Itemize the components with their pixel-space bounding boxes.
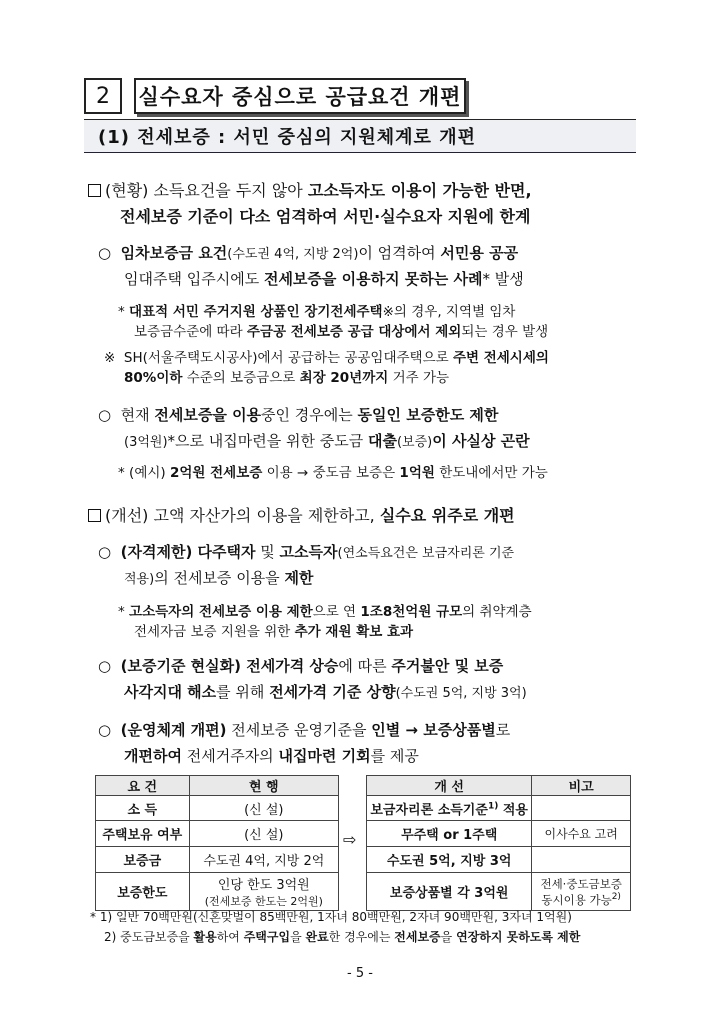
section-title: 실수요자 중심으로 공급요건 개편 (134, 78, 466, 114)
section-number-box (84, 78, 122, 114)
table-row: 보금자리론 소득기준$^{1)}$ 적용 (367, 796, 631, 821)
section-number: 2 (96, 83, 110, 109)
table-row: 보증상품별 각 3억원 전세·중도금보증 동시이용 가능$^{2)}$ (367, 873, 631, 911)
improve-note1-line1: * 고소득자의 전세보증 이용 제한으로 연 1조8천억원 규모의 취약계층 (118, 604, 532, 620)
current-note1-line1: * 대표적 서민 주거지원 상품인 장기전세주택※의 경우, 지역별 임차 (118, 304, 516, 320)
current-note3: * (예시) 2억원 전세보증 이용 → 중도금 보증은 1억원 한도내에서만 가능 (118, 465, 548, 481)
improve-point3-line1: ○ (운영체계 개편) 전세보증 운영기준을 인별 → 보증상품별로 (98, 721, 511, 739)
table-row: 무주택 or 1주택 이사수요 고려 (367, 821, 631, 847)
current-point1-line1: ○ 임차보증금 요건(수도권 4억, 지방 2억)이 엄격하여 서민용 공공 (98, 244, 519, 262)
footnote-1: * 1) 일반 70백만원(신혼맞벌이 85백만원, 1자녀 80백만원, 2자녀 90백만원, 3자녀 1억원) (90, 910, 572, 924)
star-bullet-icon: * (118, 304, 125, 320)
improve-point2-line1: ○ (보증기준 현실화) 전세가격 상승에 따른 주거불안 및 보증 (98, 657, 504, 675)
improve-point1-line1: ○ (자격제한) 다주택자 및 고소득자(연소득요건은 보금자리론 기준 (98, 543, 515, 561)
table-arrow-icon: ⇨ (343, 830, 357, 849)
table-header-improvement: 개 선 (367, 776, 532, 796)
current-point2-line2: (3억원)*으로 내집마련을 위한 중도금 대출(보증)이 사실상 곤란 (124, 432, 530, 450)
improve-note1-line2: 전세자금 보증 지원을 위한 추가 재원 확보 효과 (134, 624, 414, 640)
subsection-title: (1) 전세보증 : 서민 중심의 지원체계로 개편 (84, 119, 636, 153)
page-number: - 5 - (347, 966, 373, 981)
current-note2-line1: ※ SH(서울주택도시공사)에서 공급하는 공공임대주택으로 주변 전세시세의 (104, 350, 549, 366)
table-row: 소 득 (신 설) (96, 796, 339, 821)
circle-bullet-icon: ○ (98, 244, 112, 262)
square-bullet-icon (88, 184, 101, 197)
square-bullet-icon (88, 509, 101, 522)
circle-bullet-icon: ○ (98, 657, 112, 675)
current-point2-line1: ○ 현재 전세보증을 이용중인 경우에는 동일인 보증한도 제한 (98, 406, 499, 424)
improve-heading: (개선) 고액 자산가의 이용을 제한하고, 실수요 위주로 개편 (88, 503, 515, 526)
star-bullet-icon: * (118, 604, 125, 620)
circle-bullet-icon: ○ (98, 543, 112, 561)
improve-point3-line2: 개편하여 전세거주자의 내집마련 기회를 제공 (124, 747, 419, 765)
circle-bullet-icon: ○ (98, 721, 112, 739)
current-heading-line2: 전세보증 기준이 다소 엄격하여 서민·실수요자 지원에 한계 (120, 207, 531, 226)
current-requirements-table (95, 775, 339, 911)
table-row: 보증금 수도권 4억, 지방 2억 (96, 847, 339, 873)
circle-bullet-icon: ○ (98, 406, 112, 424)
improved-requirements-table (366, 775, 631, 911)
table-header-remarks: 비고 (532, 776, 631, 796)
reference-mark-icon: ※ (104, 350, 116, 366)
star-bullet-icon: * (118, 465, 125, 481)
current-note1-line2: 보증금수준에 따라 주금공 전세보증 공급 대상에서 제외되는 경우 발생 (134, 324, 549, 340)
table-header-requirement: 요 건 (96, 776, 190, 796)
improve-point2-line2: 사각지대 해소를 위해 전세가격 기준 상향(수도권 5억, 지방 3억) (124, 683, 527, 701)
table-row: 주택보유 여부 (신 설) (96, 821, 339, 847)
table-row: 보증한도 인당 한도 3억원 (전세보증 한도는 2억원) (96, 873, 339, 911)
table-row: 수도권 5억, 지방 3억 (367, 847, 631, 873)
footnote-2: 2) 중도금보증을 활용하여 주택구입을 완료한 경우에는 전세보증을 연장하지 못하도록 제한 (104, 930, 581, 944)
current-heading-line1: (현황) 소득요건을 두지 않아 고소득자도 이용이 가능한 반면, (88, 178, 532, 201)
table-header-current: 현 행 (189, 776, 338, 796)
current-point1-line2: 임대주택 입주시에도 전세보증을 이용하지 못하는 사례* 발생 (124, 270, 524, 288)
current-note2-line2: 80%이하 수준의 보증금으로 최장 20년까지 거주 가능 (124, 370, 450, 386)
improve-point1-line2: 적용)의 전세보증 이용을 제한 (124, 569, 314, 587)
